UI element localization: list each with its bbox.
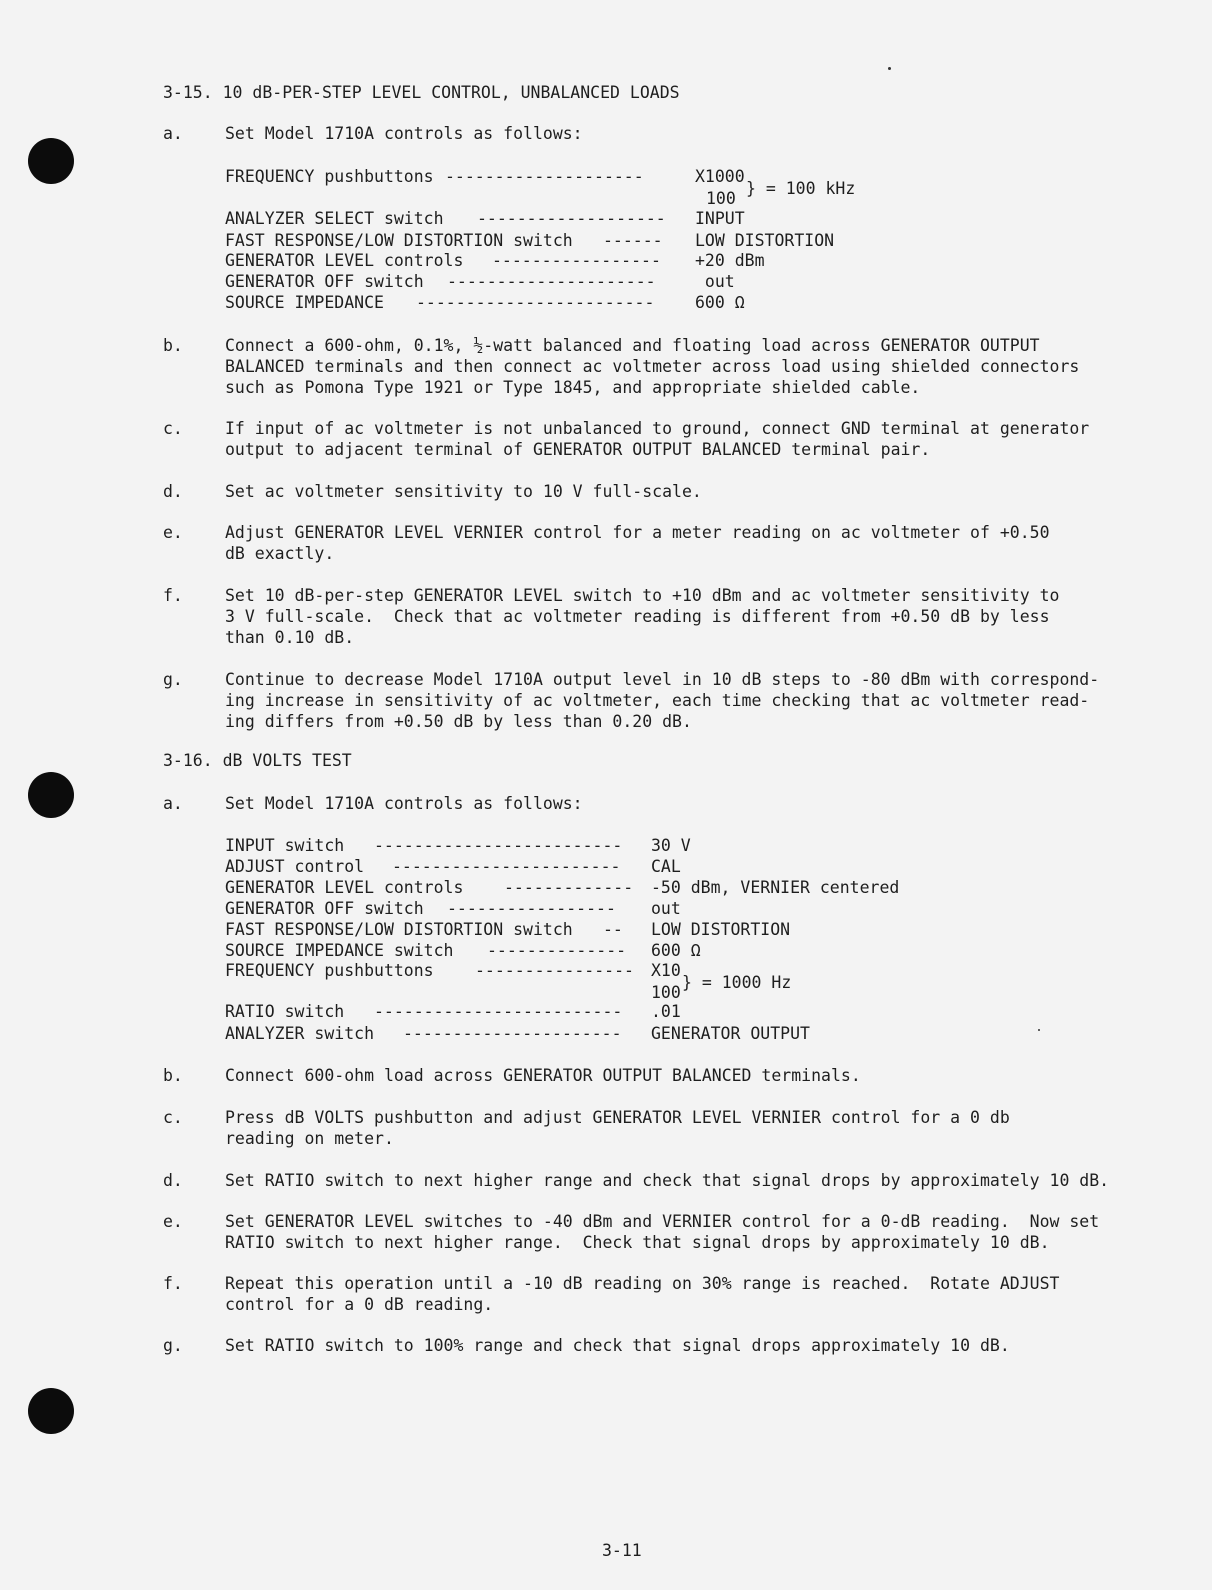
step-letter: g. [163, 1336, 183, 1355]
control-value: .01 [651, 1002, 681, 1021]
control-name: ANALYZER SELECT switch [225, 209, 444, 228]
step-text: BALANCED terminals and then connect ac voltmeter across load using shielded connectors [225, 357, 1080, 376]
control-name: INPUT switch [225, 836, 345, 855]
punch-hole-bottom [28, 1388, 74, 1434]
step-text: Set RATIO switch to next higher range and check that signal drops by approximately 10 dB. [225, 1171, 1110, 1190]
control-leader: ------ [603, 231, 663, 250]
control-value: LOW DISTORTION [695, 231, 835, 250]
step-text: Set ac voltmeter sensitivity to 10 V full-scale. [225, 482, 702, 501]
frequency-value-top: X10 [651, 961, 681, 980]
control-name: SOURCE IMPEDANCE switch [225, 941, 454, 960]
step-letter: a. [163, 124, 183, 143]
control-leader: -- [603, 920, 623, 939]
control-leader: --------------------- [447, 272, 656, 291]
step-letter: b. [163, 336, 183, 355]
control-name: GENERATOR LEVEL controls [225, 251, 464, 270]
step-letter: g. [163, 670, 183, 689]
control-value: INPUT [695, 209, 745, 228]
control-name: ANALYZER switch [225, 1024, 375, 1043]
step-letter: f. [163, 586, 183, 605]
page-number: 3-11 [602, 1541, 642, 1560]
step-text: output to adjacent terminal of GENERATOR OUTPUT BALANCED terminal pair. [225, 440, 931, 459]
control-value: 600 Ω [651, 941, 701, 960]
step-text: reading on meter. [225, 1129, 394, 1148]
section-3-16-title: 3-16. dB VOLTS TEST [163, 751, 352, 770]
step-text: Set GENERATOR LEVEL switches to -40 dBm and VERNIER control for a 0-dB reading. Now set [225, 1212, 1100, 1231]
step-text: Set 10 dB-per-step GENERATOR LEVEL switch to +10 dBm and ac voltmeter sensitivity to [225, 586, 1060, 605]
control-leader: -------------------- [445, 167, 644, 186]
step-text: than 0.10 dB. [225, 628, 355, 647]
control-leader: ------------------------- [374, 1002, 623, 1021]
frequency-result: } = 100 kHz [746, 179, 856, 198]
control-name: RATIO switch [225, 1002, 345, 1021]
step-letter: f. [163, 1274, 183, 1293]
control-name: FREQUENCY pushbuttons [225, 961, 434, 980]
control-value: 30 V [651, 836, 691, 855]
step-letter: d. [163, 1171, 183, 1190]
control-leader: ------------------------- [374, 836, 623, 855]
step-text: If input of ac voltmeter is not unbalanced to ground, connect GND terminal at generator [225, 419, 1090, 438]
scan-speck [1038, 1029, 1040, 1031]
step-letter: c. [163, 419, 183, 438]
step-text: such as Pomona Type 1921 or Type 1845, and appropriate shielded cable. [225, 378, 921, 397]
control-value: GENERATOR OUTPUT [651, 1024, 810, 1043]
control-leader: ----------------------- [392, 857, 621, 876]
step-text: Connect a 600-ohm, 0.1%, ½-watt balanced and floating load across GENERATOR OUTPUT [225, 336, 1040, 355]
control-value: +20 dBm [695, 251, 765, 270]
control-value: 600 Ω [695, 293, 745, 312]
control-name: GENERATOR OFF switch [225, 899, 424, 918]
step-text: ing differs from +0.50 dB by less than 0.20 dB. [225, 712, 692, 731]
control-leader: ------------------- [477, 209, 666, 228]
step-letter: d. [163, 482, 183, 501]
step-text: dB exactly. [225, 544, 335, 563]
step-letter: e. [163, 523, 183, 542]
frequency-value-top: X1000 [695, 167, 745, 186]
step-text: 3 V full-scale. Check that ac voltmeter reading is different from +0.50 dB by less [225, 607, 1050, 626]
control-leader: ------------------------ [416, 293, 655, 312]
control-value: out [651, 899, 681, 918]
control-name: FREQUENCY pushbuttons [225, 167, 434, 186]
control-name: SOURCE IMPEDANCE [225, 293, 384, 312]
control-leader: ------------- [504, 878, 634, 897]
control-name: GENERATOR LEVEL controls [225, 878, 464, 897]
control-name: FAST RESPONSE/LOW DISTORTION switch [225, 920, 573, 939]
step-text: Set Model 1710A controls as follows: [225, 794, 583, 813]
control-leader: ---------------------- [403, 1024, 622, 1043]
control-leader: ---------------- [475, 961, 634, 980]
step-text: Repeat this operation until a -10 dB reading on 30% range is reached. Rotate ADJUST [225, 1274, 1060, 1293]
control-leader: -------------- [487, 941, 627, 960]
step-text: Press dB VOLTS pushbutton and adjust GENERATOR LEVEL VERNIER control for a 0 db [225, 1108, 1010, 1127]
step-letter: b. [163, 1066, 183, 1085]
control-leader: ----------------- [492, 251, 661, 270]
control-leader: ----------------- [447, 899, 616, 918]
step-letter: c. [163, 1108, 183, 1127]
frequency-value-bottom: 100 [651, 983, 681, 1002]
control-value: -50 dBm, VERNIER centered [651, 878, 900, 897]
punch-hole-middle [28, 772, 74, 818]
step-letter: e. [163, 1212, 183, 1231]
section-3-15-title: 3-15. 10 dB-PER-STEP LEVEL CONTROL, UNBALANCED LOADS [163, 83, 680, 102]
step-text: ing increase in sensitivity of ac voltmeter, each time checking that ac voltmeter read- [225, 691, 1090, 710]
step-text: Set RATIO switch to 100% range and check that signal drops approximately 10 dB. [225, 1336, 1010, 1355]
control-value: CAL [651, 857, 681, 876]
step-text: Adjust GENERATOR LEVEL VERNIER control for a meter reading on ac voltmeter of +0.50 [225, 523, 1050, 542]
control-name: GENERATOR OFF switch [225, 272, 424, 291]
frequency-value-bottom: 100 [706, 189, 736, 208]
step-text: control for a 0 dB reading. [225, 1295, 494, 1314]
control-name: ADJUST control [225, 857, 365, 876]
step-text: RATIO switch to next higher range. Check that signal drops by approximately 10 dB. [225, 1233, 1050, 1252]
frequency-result: } = 1000 Hz [682, 973, 792, 992]
step-text: Set Model 1710A controls as follows: [225, 124, 583, 143]
step-text: Connect 600-ohm load across GENERATOR OUTPUT BALANCED terminals. [225, 1066, 861, 1085]
control-name: FAST RESPONSE/LOW DISTORTION switch [225, 231, 573, 250]
control-value: LOW DISTORTION [651, 920, 791, 939]
scan-speck [888, 67, 891, 70]
step-text: Continue to decrease Model 1710A output level in 10 dB steps to -80 dBm with correspond- [225, 670, 1100, 689]
step-letter: a. [163, 794, 183, 813]
punch-hole-top [28, 138, 74, 184]
control-value: out [695, 272, 735, 291]
